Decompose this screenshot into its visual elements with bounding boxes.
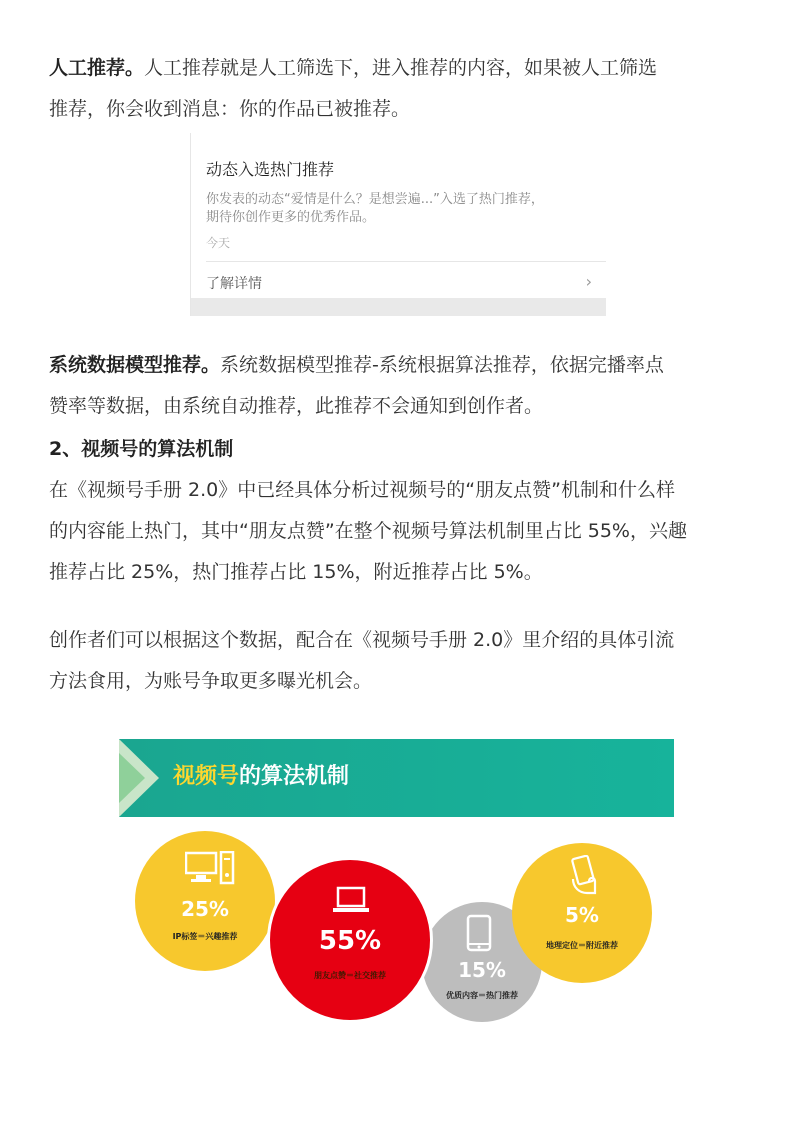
- segment-percent: 15%: [458, 958, 506, 982]
- card-body: [206, 191, 591, 227]
- text-line: 赞率等数据，由系统自动推荐，此推荐不会通知到创作者。: [49, 395, 544, 417]
- segment-social: [267, 857, 433, 1023]
- chevron-right-icon[interactable]: ›: [585, 272, 592, 291]
- paragraph-usage: [49, 620, 749, 702]
- laptop-icon: [332, 886, 370, 914]
- paragraph-system-recommendation: [49, 345, 749, 427]
- bold-lead: 人工推荐。: [49, 57, 145, 79]
- segment-label: 朋友点赞＝社交推荐: [314, 971, 386, 980]
- segment-label: 地理定位＝附近推荐: [546, 941, 618, 950]
- bold-lead: 系统数据模型推荐。: [49, 354, 221, 376]
- text-line: 在《视频号手册 2.0》中已经具体分析过视频号的“朋友点赞”机制和什么样: [49, 479, 675, 501]
- title-highlight: 视频号: [173, 764, 240, 789]
- text-line: 推荐，你会收到消息：你的作品已被推荐。: [49, 98, 411, 120]
- text-line: 的内容能上热门，其中“朋友点赞”在整个视频号算法机制里占比 55%，兴趣: [49, 520, 687, 542]
- section-heading: 2、视频号的算法机制: [49, 438, 234, 460]
- text-line: 人工推荐就是人工筛选下，进入推荐的内容，如果被人工筛选: [144, 57, 658, 79]
- text-line: 系统数据模型推荐-系统根据算法推荐，依据完播率点: [220, 354, 664, 376]
- segment-interest: [135, 831, 275, 971]
- notification-card: [190, 133, 606, 316]
- hand-phone-icon: [567, 855, 601, 895]
- card-timestamp: 今天: [206, 236, 231, 250]
- card-footer-bar: [191, 298, 606, 316]
- text-line: 创作者们可以根据这个数据，配合在《视频号手册 2.0》里介绍的具体引流: [49, 629, 675, 651]
- text-line: 方法食用，为账号争取更多曝光机会。: [49, 670, 373, 692]
- infographic-banner: [119, 739, 674, 817]
- circles-area: [119, 831, 674, 1054]
- paragraph-algorithm: [49, 470, 749, 593]
- segment-label: IP标签＝兴趣推荐: [172, 932, 238, 941]
- card-divider: [206, 261, 606, 262]
- title-rest: 的算法机制: [239, 764, 350, 789]
- card-title: 动态入选热门推荐: [206, 160, 335, 179]
- algorithm-infographic: [119, 739, 674, 1054]
- card-body-line: 期待你创作更多的优秀作品。: [206, 210, 376, 225]
- segment-percent: 25%: [181, 897, 229, 921]
- card-body-line: 你发表的动态“爱情是什么？是想尝遍...”入选了热门推荐，: [206, 192, 544, 207]
- text-line: 推荐占比 25%，热门推荐占比 15%，附近推荐占比 5%。: [49, 561, 543, 583]
- segment-nearby: [512, 843, 652, 983]
- paragraph-manual-recommendation: [49, 48, 749, 130]
- tablet-icon: [466, 914, 492, 952]
- segment-percent: 5%: [565, 903, 599, 927]
- infographic-title: [173, 759, 349, 790]
- desktop-computer-icon: [185, 851, 235, 885]
- arrow-decoration: [119, 753, 145, 803]
- segment-label: 优质内容＝热门推荐: [446, 991, 518, 1000]
- segment-percent: 55%: [318, 926, 382, 956]
- details-link[interactable]: 了解详情: [206, 276, 262, 292]
